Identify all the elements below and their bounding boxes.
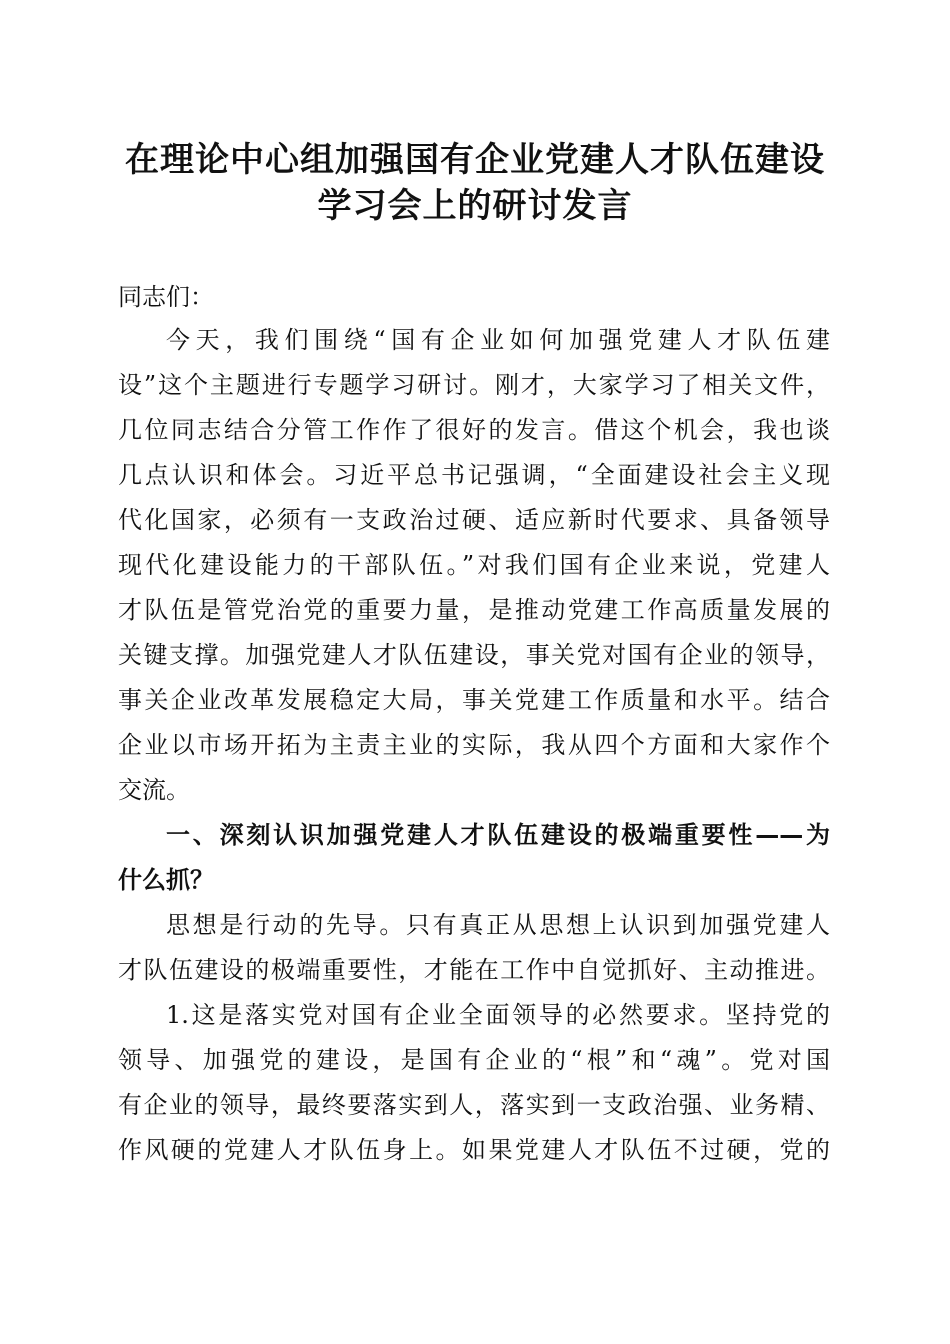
body-line: 设”这个主题进行专题学习研讨。刚才，大家学习了相关文件，	[118, 371, 830, 399]
body-line: 交流。	[118, 776, 190, 804]
salutation: 同志们：	[118, 283, 214, 311]
body-line: 1.这是落实党对国有企业全面领导的必然要求。坚持党的	[166, 1001, 830, 1029]
section-heading-1-cont: 什么抓？	[118, 866, 214, 894]
body-line: 思想是行动的先导。只有真正从思想上认识到加强党建人	[166, 911, 830, 939]
body-line: 事关企业改革发展稳定大局，事关党建工作质量和水平。结合	[118, 686, 830, 714]
body-line: 有企业的领导，最终要落实到人，落实到一支政治强、业务精、	[118, 1091, 830, 1119]
body-line: 代化国家，必须有一支政治过硬、适应新时代要求、具备领导	[118, 506, 830, 534]
document-title-line-2: 学习会上的研讨发言	[317, 186, 633, 226]
body-line: 关键支撑。加强党建人才队伍建设，事关党对国有企业的领导，	[118, 641, 830, 669]
document-title-line-1: 在理论中心组加强国有企业党建人才队伍建设	[125, 140, 825, 180]
body-line: 几位同志结合分管工作作了很好的发言。借这个机会，我也谈	[118, 416, 830, 444]
body-line: 企业以市场开拓为主责主业的实际，我从四个方面和大家作个	[118, 731, 830, 759]
body-line: 现代化建设能力的干部队伍。”对我们国有企业来说，党建人	[118, 551, 830, 579]
body-line: 才队伍建设的极端重要性，才能在工作中自觉抓好、主动推进。	[118, 956, 830, 984]
body-line: 几点认识和体会。习近平总书记强调，“全面建设社会主义现	[118, 461, 830, 489]
body-line: 作风硬的党建人才队伍身上。如果党建人才队伍不过硬，党的	[118, 1136, 830, 1164]
body-line: 今天，我们围绕“国有企业如何加强党建人才队伍建	[166, 326, 830, 354]
body-line: 才队伍是管党治党的重要力量，是推动党建工作高质量发展的	[118, 596, 830, 624]
section-heading-1: 一、深刻认识加强党建人才队伍建设的极端重要性——为	[166, 821, 830, 849]
body-line: 领导、加强党的建设，是国有企业的“根”和“魂”。党对国	[118, 1046, 830, 1074]
